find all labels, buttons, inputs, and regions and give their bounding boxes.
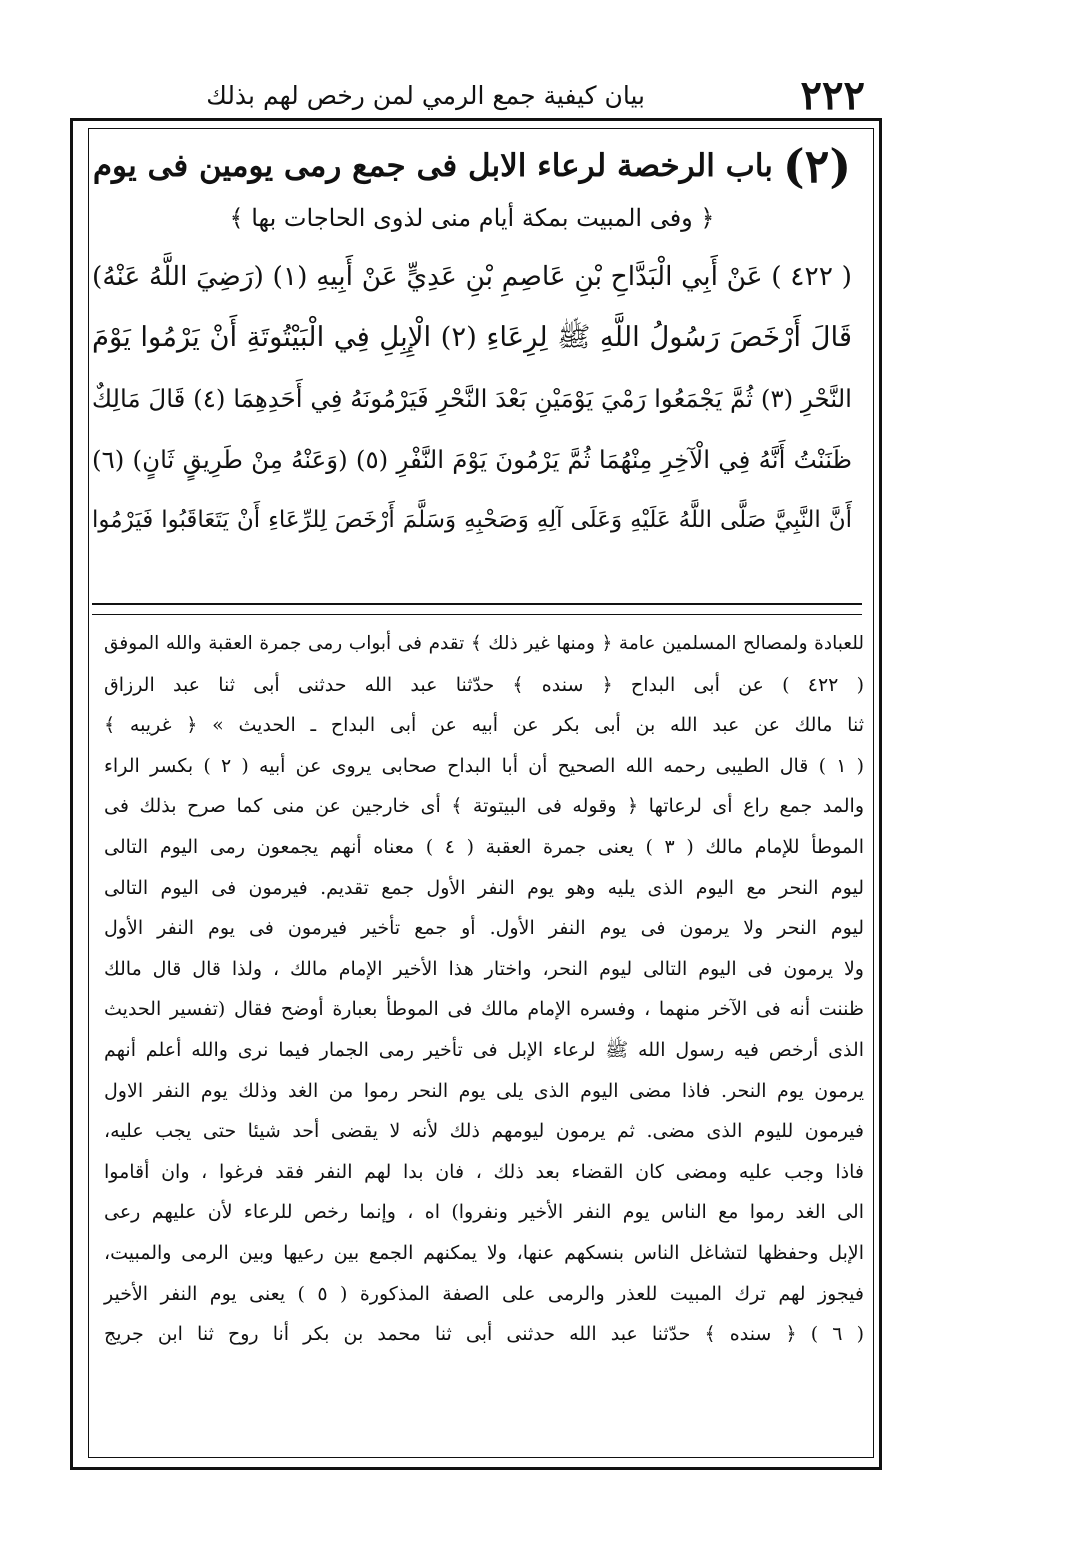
chapter-subtitle: ﴿ وفى المبيت بمكة أيام منى لذوى الحاجات بها ﴾ [229, 204, 715, 232]
commentary-line: الإبل وحفظها لتشاغل الناس بنسكهم عنها، ولا يمكنهم الجمع بين رعيها وبين الرمى والمبيت، [104, 1241, 864, 1264]
commentary-line: ( ٤٢٢ ) عن أبى البداح ﴿ سنده ﴾ حدّثنا عبد الله حدثنى أبى ثنا عبد الرزاق [104, 673, 865, 696]
hadith-line: قَالَ أَرْخَصَ رَسُولُ اللَّهِ ﷺ لِرِعَاءِ (٢) الْإِبِلِ فِي الْبَيْتُوتَةِ أَنْ يَرْمُوا يَوْمَ [92, 321, 852, 353]
main-text [92, 140, 852, 551]
hadith-text [92, 246, 852, 551]
commentary-line: فاذا وجب عليه ومضى كان القضاء بعد ذلك ، فان بدا لهم النفر فقد فرغوا ، وان أقاموا [104, 1160, 864, 1183]
commentary-line: ليوم النحر ولا يرمون فى يوم النفر الأول. أو جمع تأخير فيرمون فى يوم النفر الأول [104, 917, 864, 940]
commentary-line: ( ٦ ) ﴿ سنده ﴾ حدّثنا عبد الله حدثنى أبى ثنا محمد بن بكر أنا روح ثنا ابن جريج [104, 1323, 864, 1346]
chapter-title: باب الرخصة لرعاء الابل فى جمع رمى يومين فى يوم [92, 148, 773, 184]
hadith-line: النَّحْرِ (٣) ثُمَّ يَجْمَعُوا رَمْيَ يَوْمَيْنِ بَعْدَ النَّحْرِ فَيَرْمُونَهُ فِي أَحَدِهِمَا (٤) قَالَ مَالِكٌ [91, 384, 852, 413]
hadith-line: ظَنَنْتُ أَنَّهُ فِي الْآخِرِ مِنْهُمَا ثُمَّ يَرْمُونَ يَوْمَ النَّفْرِ (٥) (وَعَنْهُ مِنْ طَرِيقٍ ثَانٍ) (٦) [92, 445, 852, 474]
running-title: بيان كيفية جمع الرمي لمن رخص لهم بذلك [206, 80, 645, 110]
commentary-line: ولا يرمون فى اليوم التالى ليوم النحر، واختار هذا الأخير الإمام مالك ، ولذا قال قال مالك [104, 957, 864, 980]
commentary-line: ظننت أنه فى الآخر منهما ، وفسره الإمام مالك فى الموطأ بعبارة أوضح فقال (تفسير الحديث [104, 998, 864, 1021]
hadith-line: أَنَّ النَّبِيَّ صَلَّى اللَّهُ عَلَيْهِ وَعَلَى آلِهِ وَصَحْبِهِ وَسَلَّمَ أَرْخَصَ لِلرِّعَاءِ أَنْ يَتَعَاقَبُوا فَيَرْمُوا [92, 507, 852, 533]
commentary-line: ثنا مالك عن عبد الله بن أبى بكر عن أبيه عن أبى البداح ـ الحديث » ﴿ غريبه ﴾ [104, 714, 864, 737]
commentary-line: ليوم النحر مع اليوم الذى يليه وهو يوم النفر الأول جمع تقديم. فيرمون فى اليوم التالى [104, 876, 864, 899]
commentary-line: فيجوز لهم ترك المبيت للعذر والرمى على الصفة المذكورة ( ٥ ) يعنى يوم النفر الأخير [104, 1282, 864, 1305]
page-number: ٢٢٢ [800, 71, 865, 119]
commentary-line: يرمون يوم النحر. فاذا مضى اليوم الذى يلى يوم النحر رموا من الغد وذلك يوم النفر الاول [104, 1079, 864, 1102]
commentary-line: فيرمون لليوم الذى مضى. ثم يرمون ليومهم ذلك لأنه لا يقضى أحد شيئا حتى يجب عليه، [104, 1120, 864, 1143]
page-header [95, 70, 865, 120]
commentary-line: الموطأ للإمام مالك ( ٣ ) يعنى جمرة العقبة ( ٤ ) معناه أنهم يجمعون رمى اليوم التالى [104, 835, 864, 858]
commentary-line: الى الغد رموا مع الناس يوم النفر الأخير ونفروا) اه ، وإنما رخص للرعاء لأن عليهم رعى [104, 1201, 864, 1224]
hadith-line: ( ٤٢٢ ) عَنْ أَبِي الْبَدَّاحِ بْنِ عَاصِمِ بْنِ عَدِيٍّ عَنْ أَبِيهِ (١) (رَضِيَ اللَّهُ عَنْهُ) [92, 261, 852, 292]
commentary-line: للعبادة ولمصالح المسلمين عامة ﴿ ومنها غير ذلك ﴾ تقدم فى أبواب رمى جمرة العقبة والله الموفق [104, 633, 864, 654]
chapter-heading [92, 140, 852, 192]
section-divider [92, 603, 862, 615]
chapter-number: (٢) [782, 139, 852, 193]
commentary-line: ( ١ ) قال الطيبى رحمه الله الصحيح أن أبا البداح صحابى يروى عن أبيه ( ٢ ) بكسر الراء [104, 754, 865, 777]
commentary-line: والمد جمع راع أى لرعاتها ﴿ وقوله فى البيتوتة ﴾ أى خارجين عن منى كما صرح بذلك فى [104, 795, 864, 818]
commentary-text [104, 624, 864, 1355]
commentary-line: الذى أرخص فيه رسول الله ﷺ لرعاء الإبل فى تأخير رمى الجمار فيما نرى والله أعلم أنهم [104, 1038, 864, 1061]
